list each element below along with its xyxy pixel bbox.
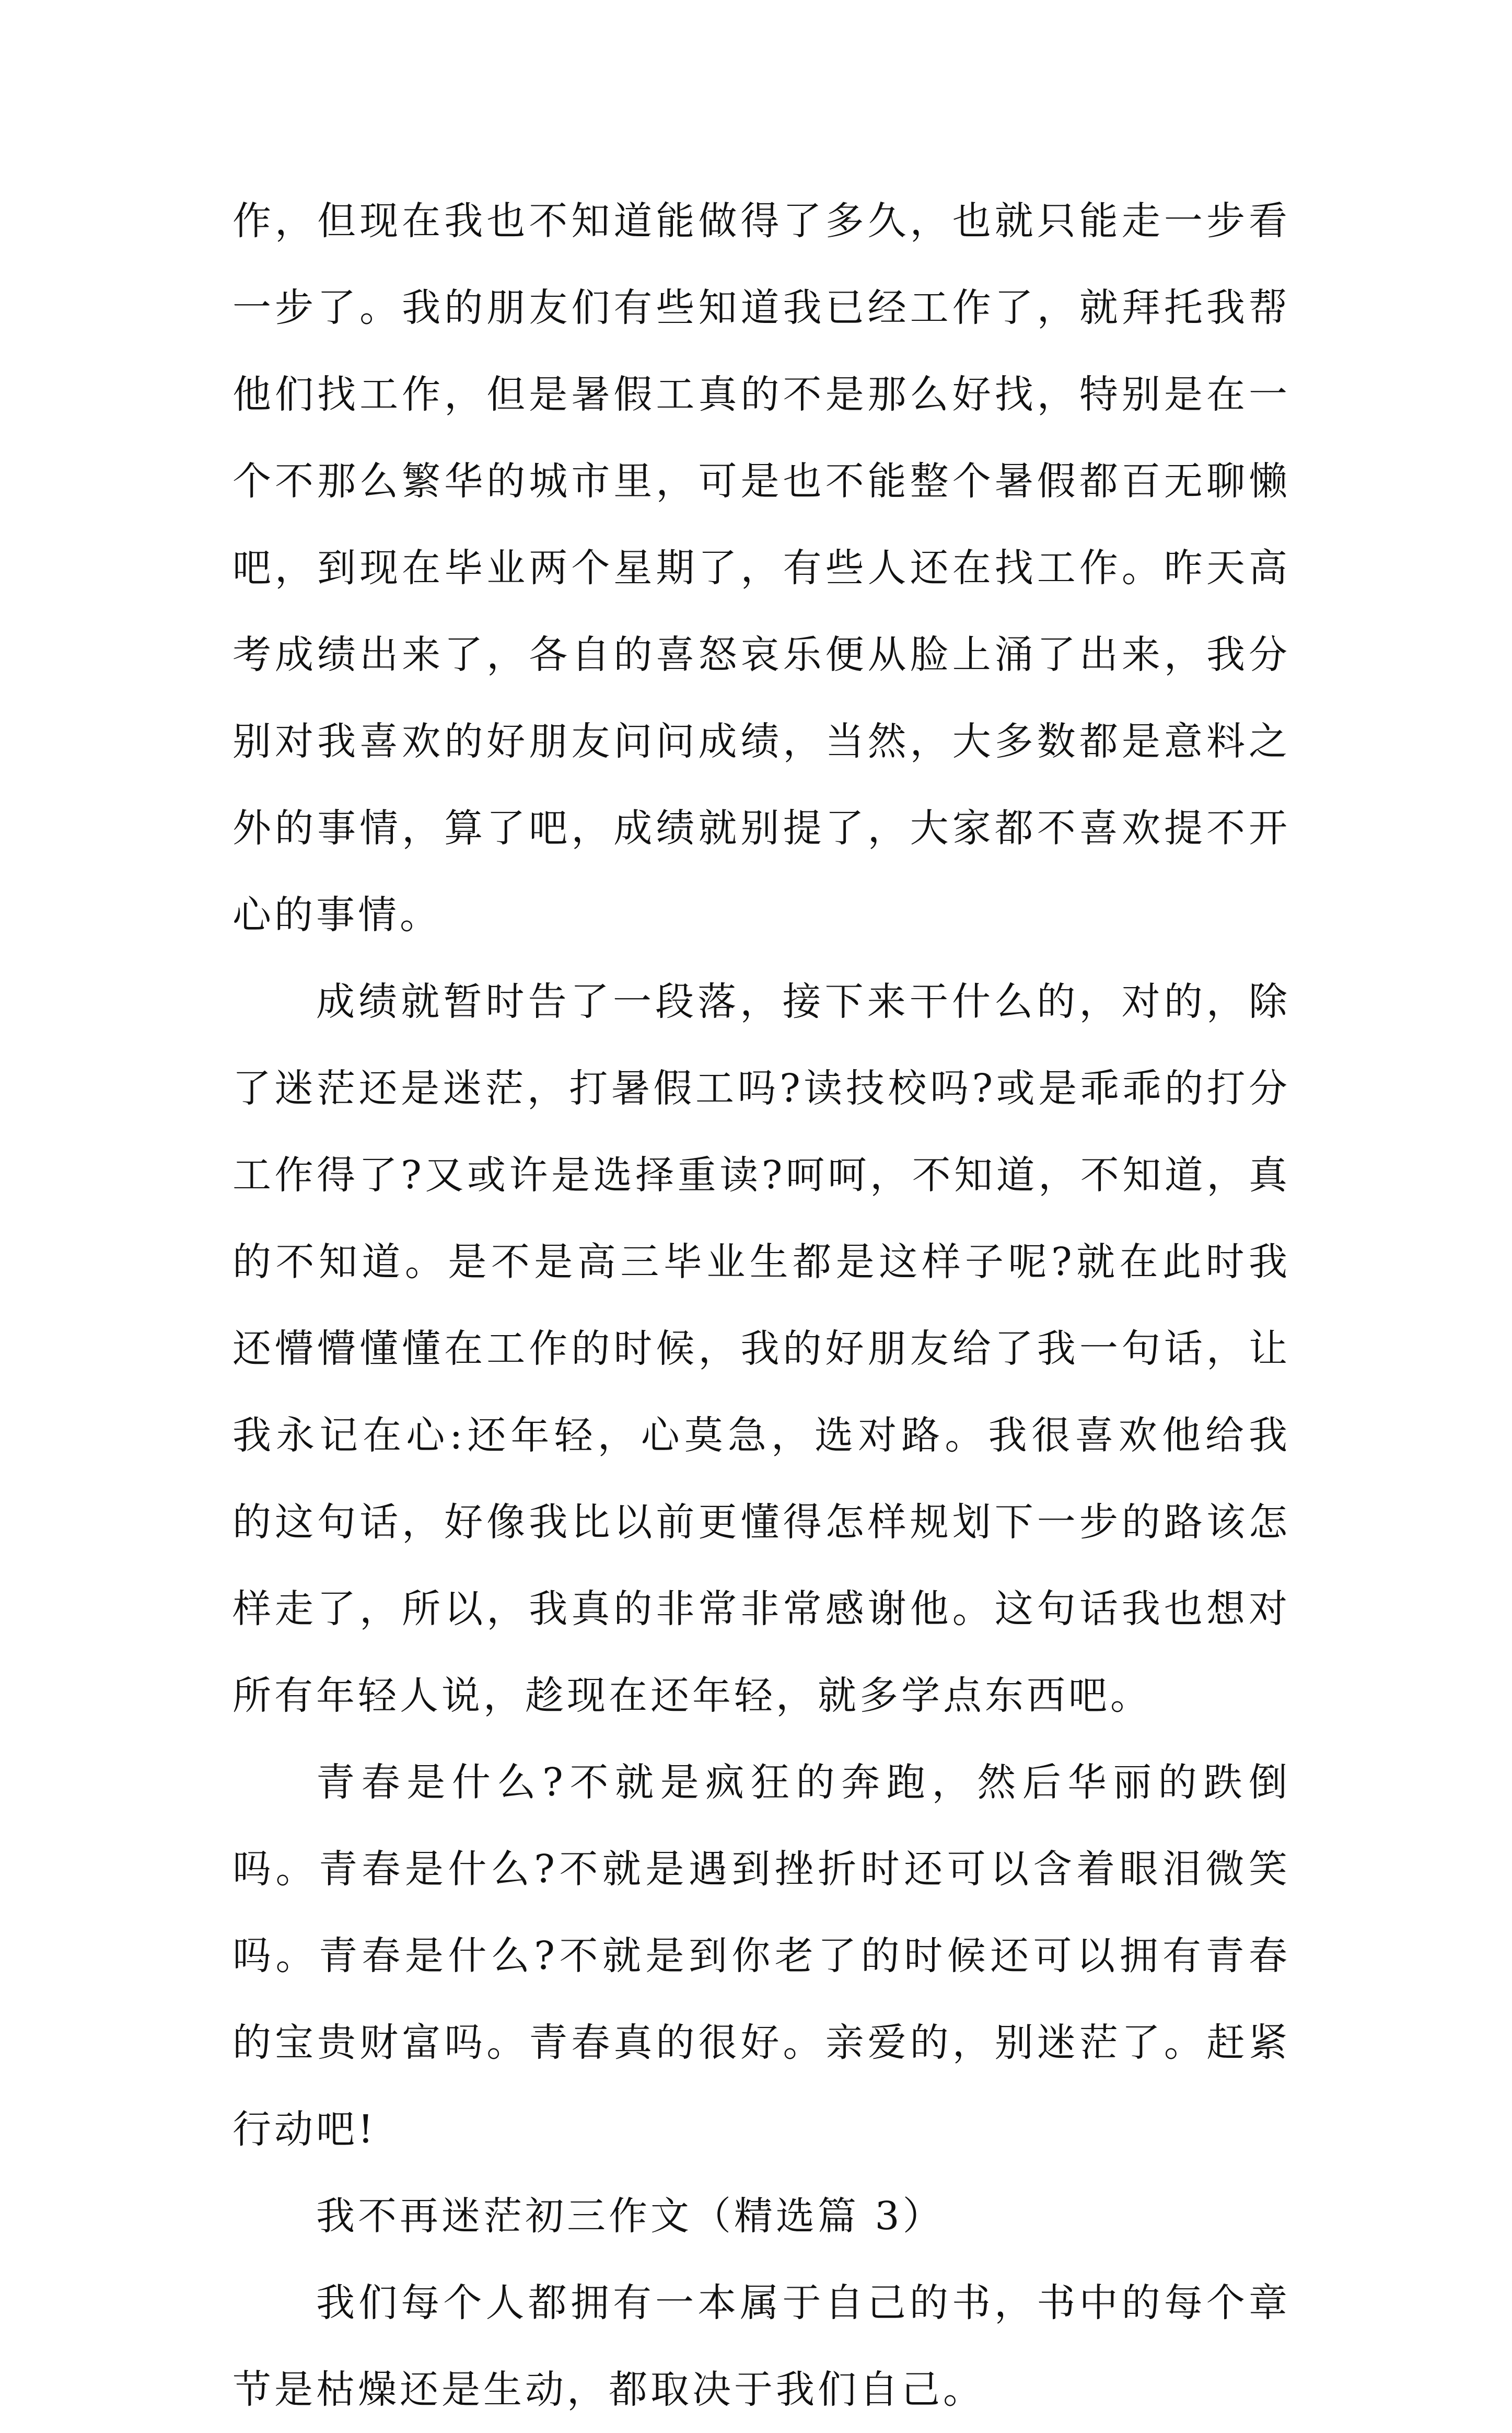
paragraph-continued: 作，但现在我也不知道能做得了多久，也就只能走一步看一步了。我的朋友们有些知道我已经工作了，就拜托我帮他们找工作，但是暑假工真的不是那么好找，特别是在一个不那么繁华的城市里，可是也不能整个暑假都百无聊懒吧，到现在毕业两个星期了，有些人还在找工作。昨天高考成绩出来了，各自的喜怒哀乐便从脸上涌了出来，我分别对我喜欢的好朋友问问成绩，当然，大多数都是意料之外的事情，算了吧，成绩就别提了，大家都不喜欢提不开心的事情。 (232, 199, 1290, 937)
paragraph-confusion: 成绩就暂时告了一段落，接下来干什么的，对的，除了迷茫还是迷茫，打暑假工吗?读技校吗?或是乖乖的打分工作得了?又或许是选择重读?呵呵，不知道，不知道，真的不知道。是不是高三毕业生都是这样子呢?就在此时我还懵懵懂懂在工作的时候，我的好朋友给了我一句话，让我永记在心:还年轻，心莫急，选对路。我很喜欢他给我的这句话，好像我比以前更懂得怎样规划下一步的路该怎样走了，所以，我真的非常非常感谢他。这句话我也想对所有年轻人说，趁现在还年轻，就多学点东西吧。 (232, 979, 1290, 1718)
paragraph-book: 我们每个人都拥有一本属于自己的书，书中的每个章节是枯燥还是生动，都取决于我们自己。 (232, 2280, 1290, 2412)
document-body (232, 178, 1290, 2433)
section-heading: 我不再迷茫初三作文（精选篇 3） (316, 2194, 945, 2239)
paragraph-youth: 青春是什么?不就是疯狂的奔跑，然后华丽的跌倒吗。青春是什么?不就是遇到挫折时还可以含着眼泪微笑吗。青春是什么?不就是到你老了的时候还可以拥有青春的宝贵财富吗。青春真的很好。亲爱的，别迷茫了。赶紧行动吧! (232, 1760, 1290, 2152)
